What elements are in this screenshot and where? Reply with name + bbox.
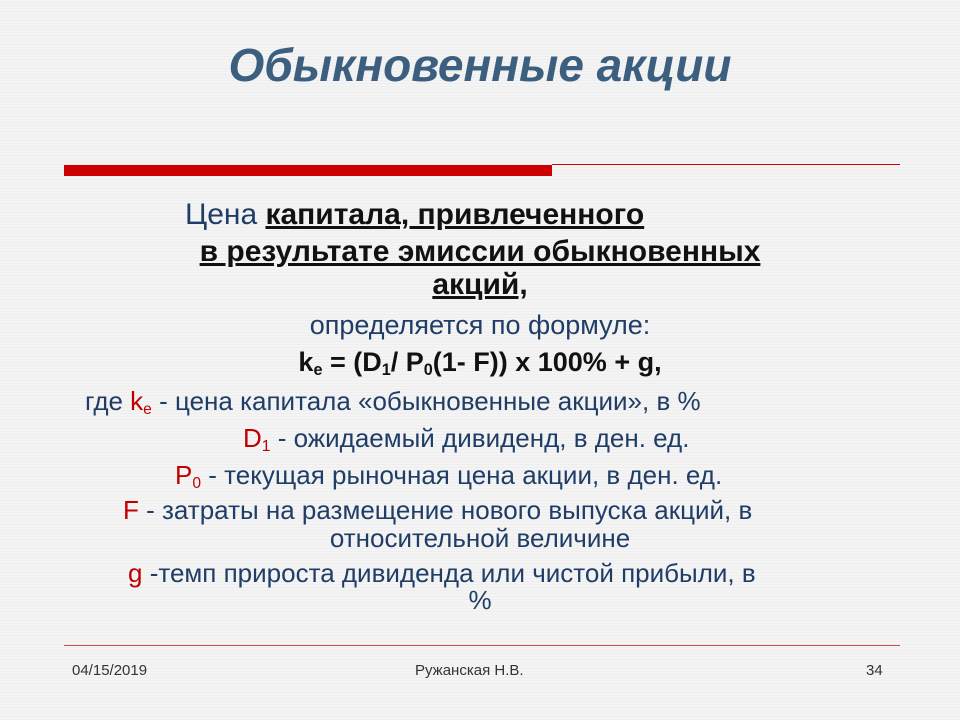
title-divider-thick xyxy=(64,165,552,176)
legend-ke-sub: e xyxy=(143,400,152,418)
legend-f-symbol: F xyxy=(123,495,139,525)
legend-item-ke xyxy=(85,386,701,417)
footer-page-number: 34 xyxy=(866,662,883,679)
legend-g-continuation: % xyxy=(468,585,492,615)
legend-item-f xyxy=(123,495,752,526)
legend-g-text: -темп прироста дивиденда или чистой прибыли, в xyxy=(142,558,756,588)
heading-plain: Цена xyxy=(185,198,266,231)
footer-divider xyxy=(64,645,900,646)
heading-bold-1: капитала, привлеченного xyxy=(265,198,645,231)
footer-author: Ружанская Н.В. xyxy=(415,662,524,679)
footer-date: 04/15/2019 xyxy=(72,662,148,679)
legend-p0-text: - текущая рыночная цена акции, в ден. ед. xyxy=(201,460,723,490)
legend-d1-symbol: D xyxy=(243,423,262,453)
slide-title: Обыкновенные акции xyxy=(228,39,732,91)
heading-line-1 xyxy=(185,198,644,232)
legend-ke-symbol: k xyxy=(130,386,144,416)
legend-d1-text: - ожидаемый дивиденд, в ден. ед. xyxy=(270,423,690,453)
heading-line-3: акций, xyxy=(432,268,528,301)
legend-ke-text: - цена капитала «обыкновенные акции», в % xyxy=(151,386,701,416)
formula-k: k xyxy=(298,347,314,377)
legend-f-continuation: относительной величине xyxy=(329,523,631,553)
legend-item-d1 xyxy=(243,423,689,454)
legend-g-symbol: g xyxy=(128,558,143,588)
formula-part3: (1- F)) x 100% + g, xyxy=(432,347,662,377)
legend-item-p0 xyxy=(175,460,722,491)
formula-part1: = (D xyxy=(322,347,382,377)
formula-intro: определяется по формуле: xyxy=(309,310,651,340)
legend-ke-prefix: где xyxy=(85,386,131,416)
formula-d-sub: 1 xyxy=(381,361,391,380)
title-divider-thin xyxy=(552,164,900,165)
formula xyxy=(0,347,960,378)
legend-p0-symbol: P xyxy=(175,460,193,490)
heading-line-2: в результате эмиссии обыкновенных xyxy=(199,235,761,268)
legend-f-text: - затраты на размещение нового выпуска акций, в xyxy=(138,495,753,525)
legend-p0-sub: 0 xyxy=(192,474,202,492)
formula-p-sub: 0 xyxy=(423,361,433,380)
formula-k-sub: e xyxy=(313,361,323,380)
legend-d1-sub: 1 xyxy=(261,437,271,455)
formula-part2: / P xyxy=(390,347,424,377)
